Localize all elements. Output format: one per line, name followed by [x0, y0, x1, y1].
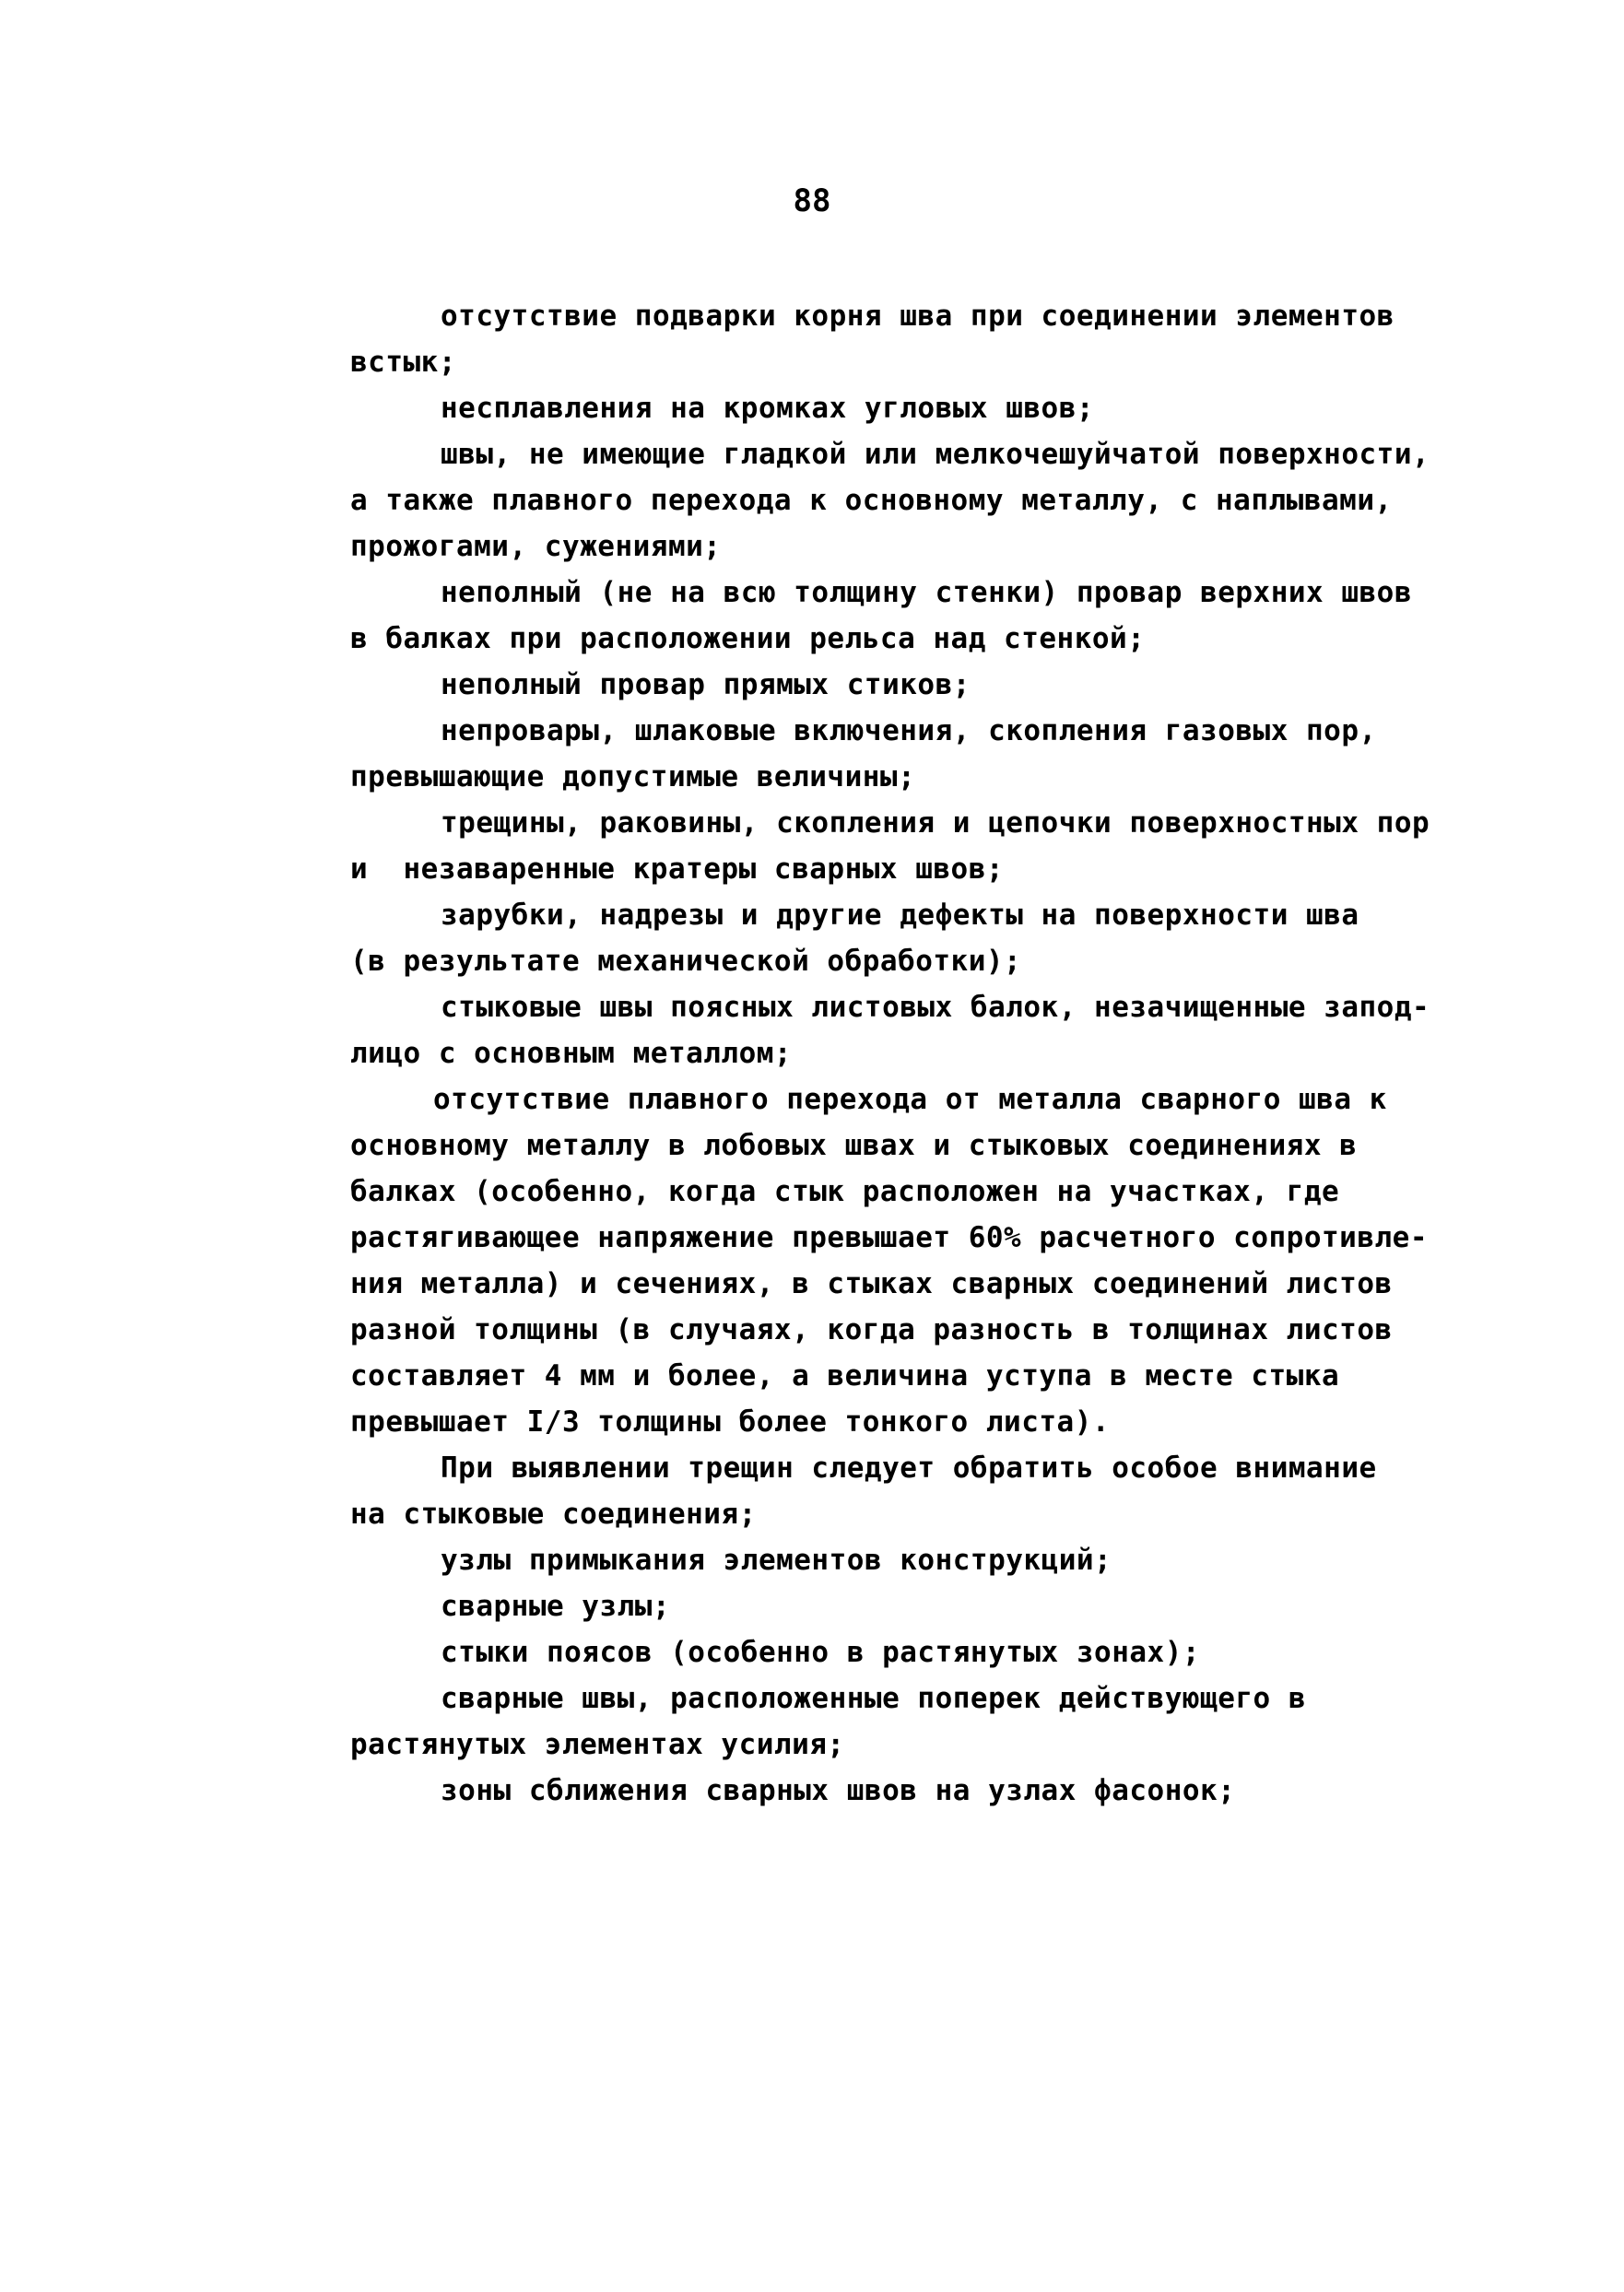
text-line: неполный (не на всю толщину стенки) провар верхних швов: [441, 576, 1412, 609]
text-line: зарубки, надрезы и другие дефекты на поверхности шва: [441, 899, 1359, 932]
text-line: встык;: [350, 346, 456, 379]
text-line: сварные узлы;: [441, 1590, 671, 1623]
text-line: несплавления на кромках угловых швов;: [441, 392, 1095, 425]
text-line: лицо с основным металлом;: [350, 1037, 793, 1070]
text-line: зоны сближения сварных швов на узлах фасонок;: [441, 1774, 1236, 1807]
text-line: составляет 4 мм и более, а величина уступа в месте стыка: [350, 1359, 1340, 1393]
text-line: неполный провар прямых стиков;: [441, 668, 971, 701]
text-line: узлы примыкания элементов конструкций;: [441, 1544, 1112, 1577]
text-line: балках (особенно, когда стык расположен на участках, где: [350, 1175, 1340, 1208]
text-line: швы, не имеющие гладкой или мелкочешуйчатой поверхности,: [441, 438, 1430, 471]
text-line: растягивающее напряжение превышает 60% расчетного сопротивле-: [350, 1221, 1428, 1254]
text-line: стыковые швы поясных листовых балок, незачищенные запод-: [441, 991, 1430, 1024]
text-line: ния металла) и сечениях, в стыках сварных соединений листов: [350, 1267, 1393, 1300]
text-line: основному металлу в лобовых швах и стыковых соединениях в: [350, 1129, 1358, 1162]
text-line: в балках при расположении рельса над стенкой;: [350, 622, 1146, 655]
text-line: непровары, шлаковые включения, скопления газовых пор,: [441, 714, 1377, 747]
text-line: трещины, раковины, скопления и цепочки поверхностных пор: [441, 806, 1430, 840]
text-line: отсутствие подварки корня шва при соединении элементов: [441, 300, 1395, 333]
text-line: превышает I/3 толщины более тонкого листа).: [350, 1405, 1111, 1439]
text-line: а также плавного перехода к основному металлу, с наплывами,: [350, 484, 1393, 517]
text-line: отсутствие плавного перехода от металла сварного шва к: [433, 1083, 1387, 1116]
text-line: и незаваренные кратеры сварных швов;: [350, 852, 1005, 886]
text-line: растянутых элементах усилия;: [350, 1728, 845, 1761]
document-body: [350, 293, 1475, 1814]
text-line: стыки поясов (особенно в растянутых зонах);: [441, 1636, 1201, 1669]
text-line: сварные швы, расположенные поперек действующего в: [441, 1682, 1307, 1715]
text-line: на стыковые соединения;: [350, 1498, 757, 1531]
page-number: 88: [793, 182, 831, 219]
text-line: При выявлении трещин следует обратить особое внимание: [441, 1452, 1377, 1485]
text-line: разной толщины (в случаях, когда разность в толщинах листов: [350, 1313, 1393, 1346]
text-line: прожогами, сужениями;: [350, 530, 722, 563]
text-line: (в результате механической обработки);: [350, 945, 1022, 978]
text-line: превышающие допустимые величины;: [350, 760, 916, 793]
